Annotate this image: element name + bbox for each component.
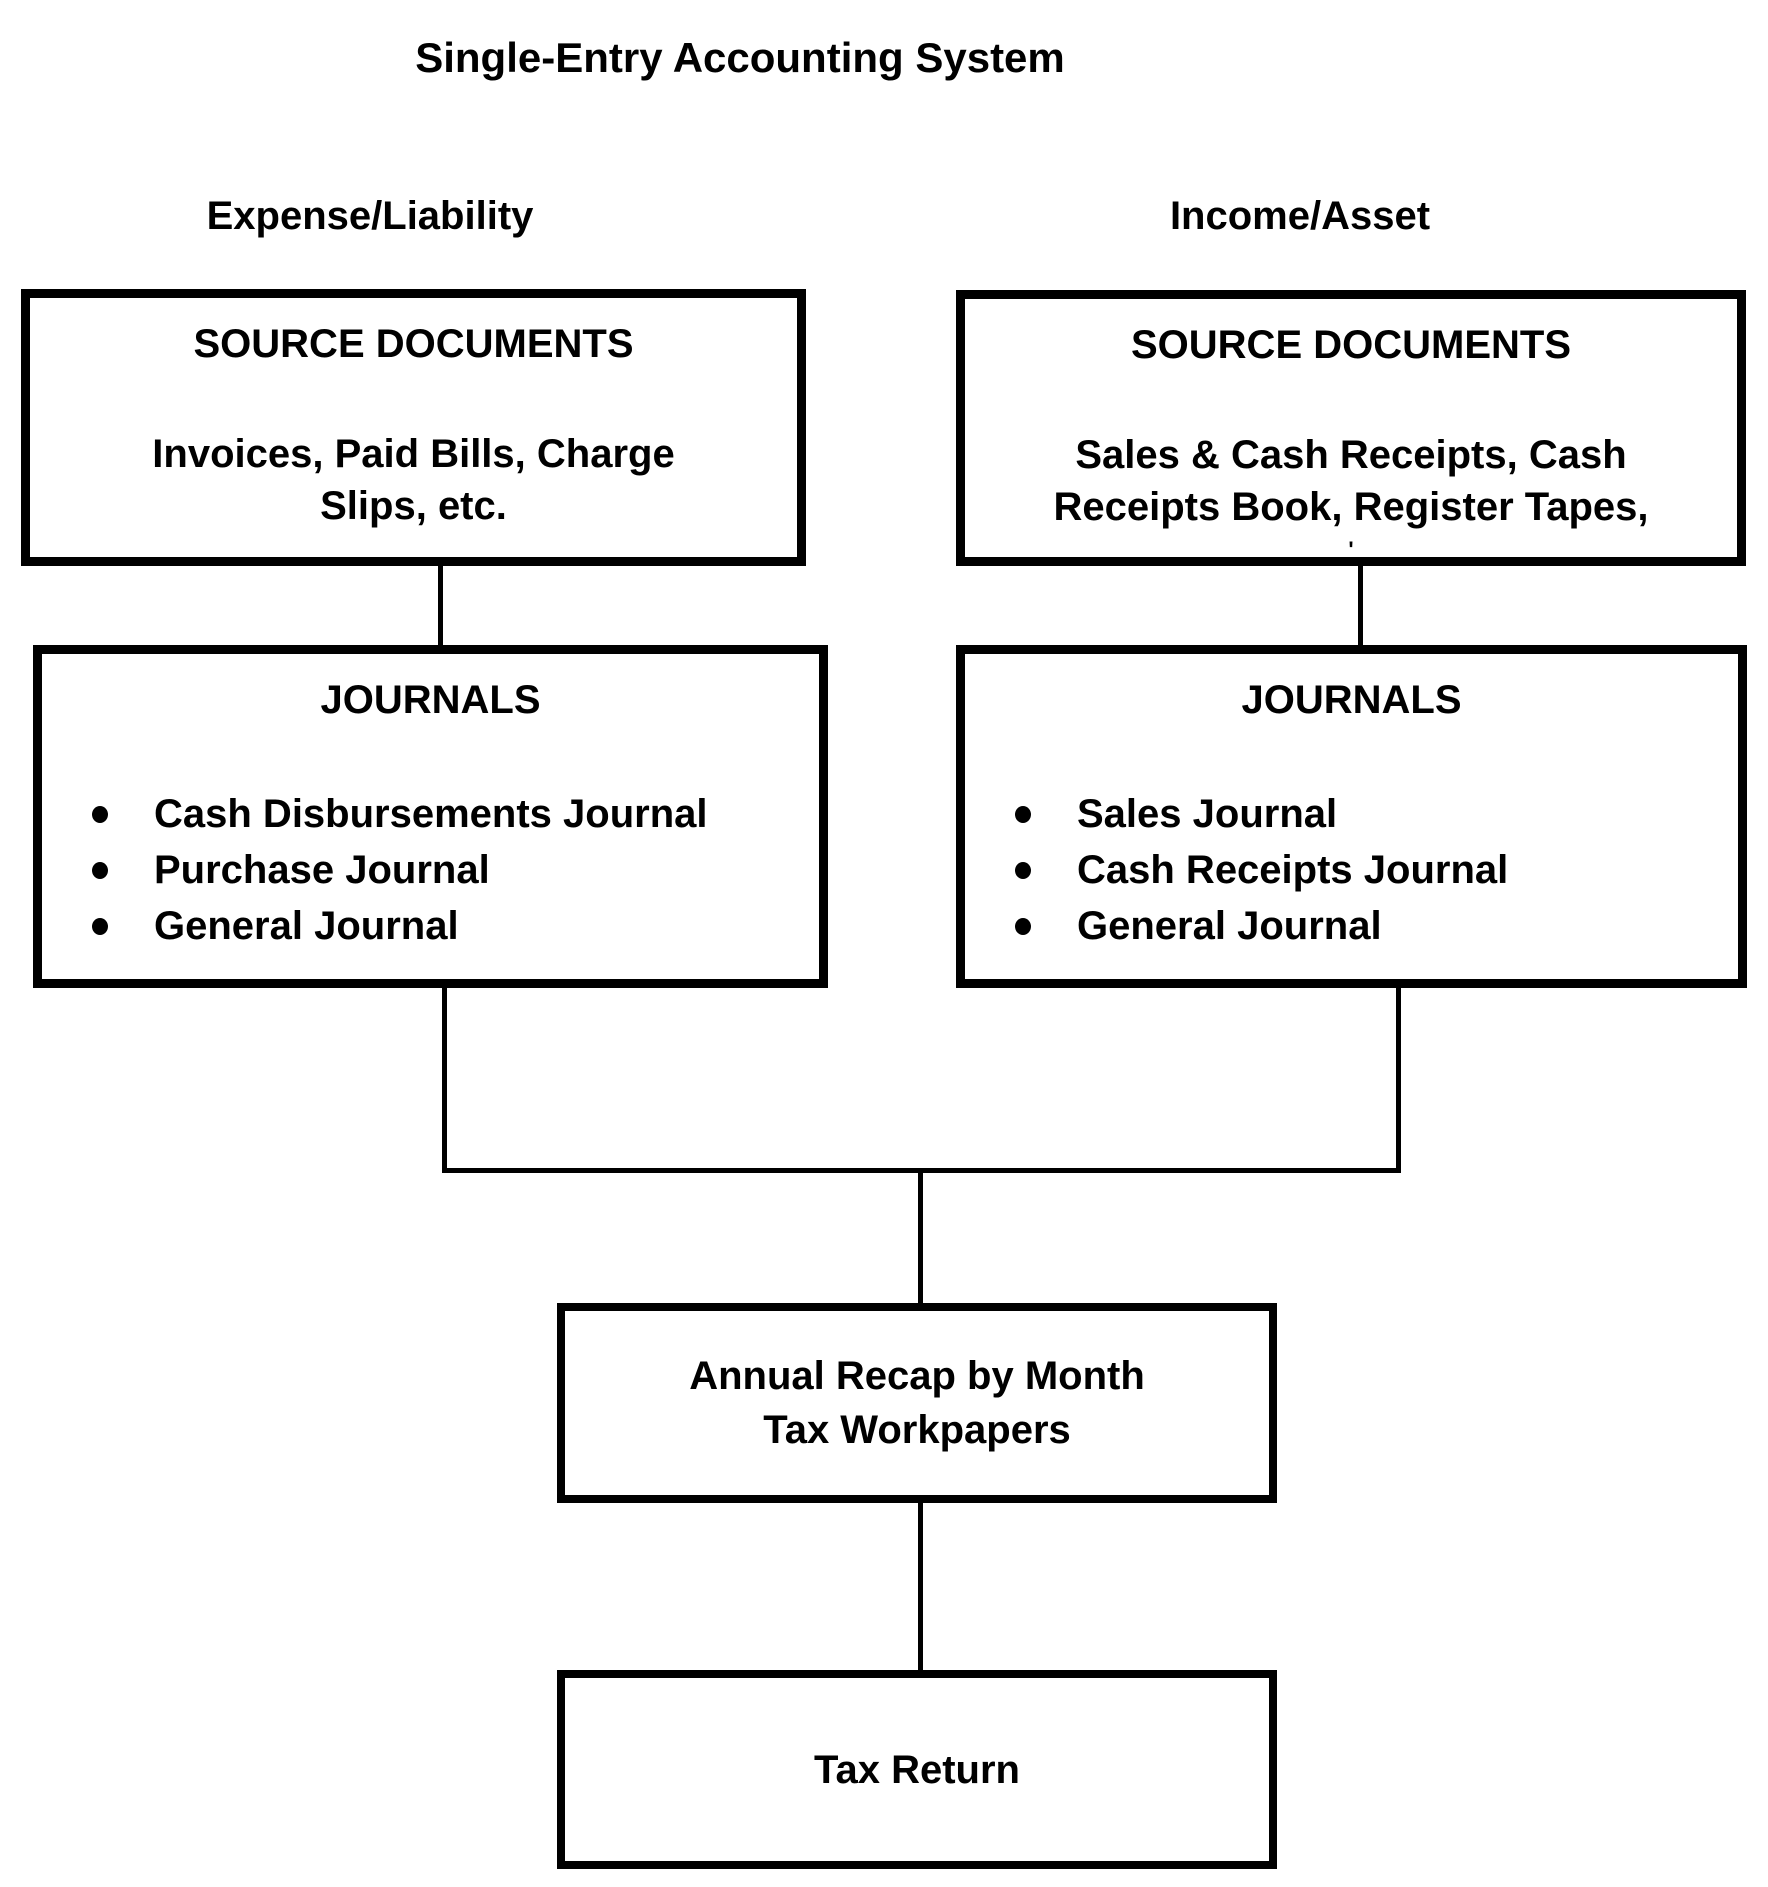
connector-journals-left-drop (442, 987, 447, 1173)
column-header-expense-liability: Expense/Liability (206, 194, 534, 238)
recap-line: Annual Recap by Month (689, 1354, 1145, 1398)
connector-merge-to-recap (918, 1170, 923, 1305)
column-header-income-asset: Income/Asset (1169, 194, 1431, 238)
source-documents-box-income (956, 290, 1746, 566)
bullet-icon (92, 918, 108, 935)
bullet-label: Sales Journal (1077, 792, 1338, 836)
bullet-label: Purchase Journal (154, 848, 490, 892)
tax-return-label: Tax Return (814, 1747, 1020, 1792)
bullet-icon (92, 862, 108, 879)
box-heading: JOURNALS (1241, 678, 1462, 722)
bullet-item (92, 842, 819, 898)
bullet-list (965, 786, 1738, 954)
body-line: Invoices, Paid Bills, Charge (152, 432, 675, 476)
body-line: Receipts Book, Register Tapes, (1053, 485, 1649, 529)
bullet-label: Cash Disbursements Journal (154, 792, 708, 836)
journals-box-income (956, 645, 1747, 988)
connector-journals-right-drop (1396, 987, 1401, 1173)
connector-source-to-journals-right (1358, 560, 1363, 650)
bullet-item (1015, 842, 1738, 898)
bullet-item (1015, 898, 1738, 954)
bullet-list (42, 786, 819, 954)
connector-recap-to-tax-return (918, 1500, 923, 1672)
diagram-title: Single-Entry Accounting System (415, 34, 1065, 81)
bullet-label: Cash Receipts Journal (1077, 848, 1509, 892)
connector-source-to-journals-left (438, 560, 443, 650)
recap-line: Tax Workpapers (763, 1408, 1071, 1452)
box-heading: SOURCE DOCUMENTS (193, 322, 634, 366)
bullet-icon (1015, 862, 1031, 879)
source-documents-box-expense (21, 289, 806, 566)
bullet-icon (1015, 806, 1031, 823)
tax-return-box (557, 1670, 1277, 1869)
bullet-item (1015, 786, 1738, 842)
body-line: Slips, etc. (320, 484, 507, 528)
bullet-label: General Journal (154, 904, 459, 948)
journals-box-expense (33, 645, 828, 988)
box-heading: SOURCE DOCUMENTS (1130, 323, 1572, 367)
bullet-item (92, 898, 819, 954)
annual-recap-box (557, 1303, 1277, 1503)
body-footnote-mark: ' (1348, 537, 1354, 562)
bullet-item (92, 786, 819, 842)
box-heading: JOURNALS (320, 678, 541, 722)
bullet-label: General Journal (1077, 904, 1382, 948)
bullet-icon (92, 806, 108, 823)
body-line: Sales & Cash Receipts, Cash (1075, 433, 1627, 477)
bullet-icon (1015, 918, 1031, 935)
box-body (30, 428, 797, 532)
box-body (965, 429, 1737, 561)
